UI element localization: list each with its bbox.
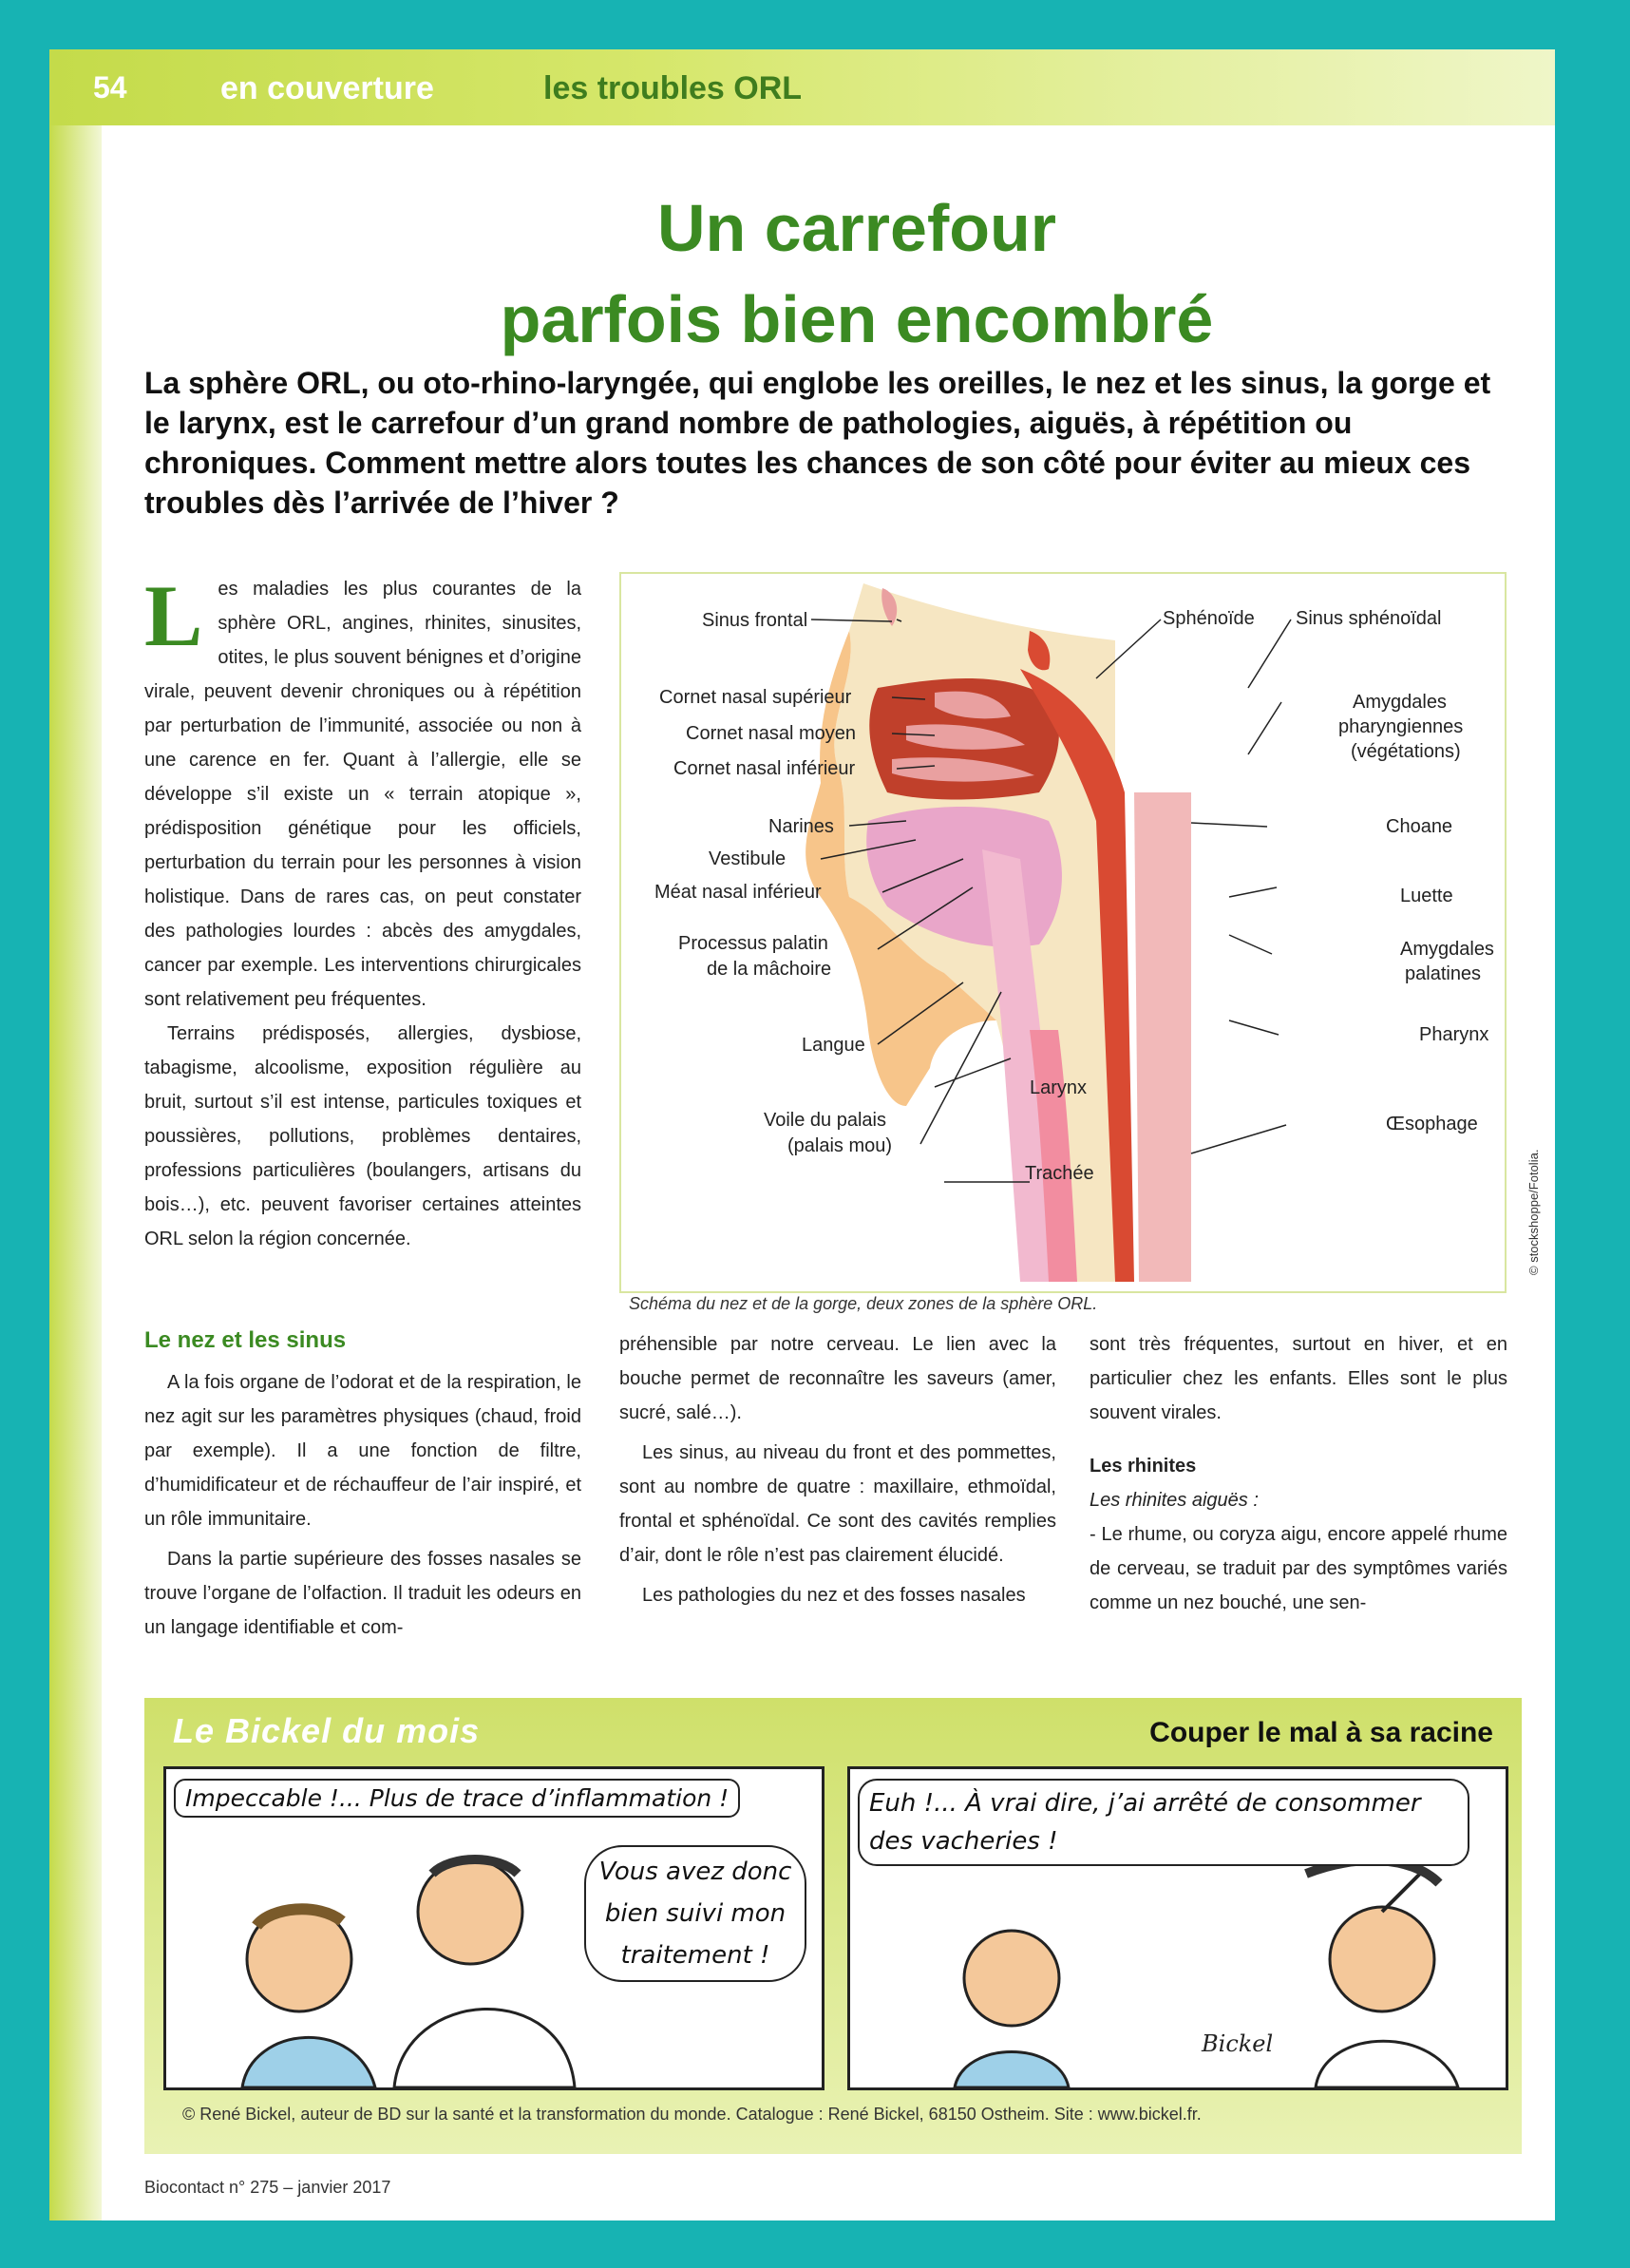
patient-head-2	[964, 1931, 1059, 2026]
photo-credit: © stockshoppe/Fotolia.	[1526, 1149, 1541, 1275]
patient-body	[242, 2037, 375, 2087]
topic-label: les troubles ORL	[543, 70, 803, 106]
label-processus-palatin-2: de la mâchoire	[707, 959, 832, 980]
label-amygdales-pharyngiennes-3: (végétations)	[1351, 741, 1461, 762]
label-cornet-inferieur: Cornet nasal inférieur	[673, 758, 856, 779]
anatomy-figure	[619, 572, 1507, 1293]
body-column-1	[144, 1365, 581, 1645]
doctor-head-2	[1330, 1907, 1434, 2011]
label-amygdales-palatines-2: palatines	[1405, 963, 1482, 984]
label-voile-du-palais-1: Voile du palais	[764, 1110, 886, 1131]
label-amygdales-pharyngiennes-2: pharyngiennes	[1338, 716, 1464, 737]
panel-1-bubble-2: Vous avez donc bien suivi mon traitement !	[584, 1845, 806, 1982]
label-luette: Luette	[1400, 886, 1453, 906]
label-sphenoide: Sphénoïde	[1163, 608, 1255, 629]
comic-title: Le Bickel du mois	[173, 1711, 481, 1750]
comic-strip	[144, 1698, 1522, 2154]
spine	[1134, 792, 1191, 1282]
label-amygdales-palatines-1: Amygdales	[1400, 939, 1494, 960]
page-footer: Biocontact n° 275 – janvier 2017	[144, 2178, 391, 2197]
label-sinus-frontal: Sinus frontal	[702, 610, 808, 631]
section-label: en couverture	[220, 70, 434, 106]
drop-cap: L	[144, 567, 203, 664]
intro-paragraph-2: Terrains prédisposés, allergies, dysbiose, tabagisme, alcoolisme, exposition régulière au bruit, surtout s’il est intense, particules toxiques et poussières, pollutions, problèmes dentaires, professions particulières (boulangers, artisans du bois…), etc. peuvent favoriser certaines atteintes ORL selon la région concernée.	[144, 1023, 581, 1249]
col3-paragraph-1: sont très fréquentes, surtout en hiver, et en particulier chez les enfants. Elles sont le plus souvent virales.	[1090, 1334, 1507, 1423]
artist-signature: Bickel	[1202, 2030, 1274, 2057]
patient-body-2	[955, 2052, 1069, 2088]
magazine-page	[49, 49, 1555, 2220]
label-sinus-sphenoidal: Sinus sphénoïdal	[1296, 608, 1442, 629]
col1-paragraph-2: Dans la partie supérieure des fosses nasales se trouve l’organe de l’olfaction. Il traduit les odeurs en un langage identifiable et com-	[144, 1549, 581, 1638]
col2-paragraph-1: préhensible par notre cerveau. Le lien avec la bouche permet de reconnaître les saveurs (amer, sucré, salé…).	[619, 1334, 1056, 1423]
label-cornet-moyen: Cornet nasal moyen	[686, 723, 856, 744]
label-larynx: Larynx	[1030, 1077, 1088, 1098]
label-narines: Narines	[768, 816, 834, 837]
label-pharynx: Pharynx	[1419, 1024, 1489, 1045]
section-heading-nez: Le nez et les sinus	[144, 1327, 347, 1353]
article-title	[287, 182, 1427, 365]
comic-credit: © René Bickel, auteur de BD sur la santé et la transformation du monde. Catalogue : René Bickel, 68150 Ostheim. Site : www.bickel.fr.	[182, 2105, 1202, 2124]
col3-heading-rhinites: Les rhinites	[1090, 1456, 1197, 1477]
comic-panel-1	[163, 1766, 824, 2090]
label-trachee: Trachée	[1025, 1163, 1094, 1184]
lede: La sphère ORL, ou oto-rhino-laryngée, qui englobe les oreilles, le nez et les sinus, la gorge et le larynx, est le carrefour d’un grand nombre de pathologies, aiguës, à répétition ou chroniques. Comment mettre alors toutes les chances de son côté pour éviter au mieux ces troubles dès l’arrivée de l’hiver ?	[144, 366, 1491, 520]
comic-subtitle: Couper le mal à sa racine	[1149, 1717, 1493, 1748]
col2-paragraph-3: Les pathologies du nez et des fosses nasales	[642, 1585, 1026, 1606]
label-choane: Choane	[1386, 816, 1453, 837]
label-vestibule: Vestibule	[709, 848, 787, 869]
figure-caption: Schéma du nez et de la gorge, deux zones de la sphère ORL.	[629, 1294, 1098, 1313]
label-langue: Langue	[802, 1035, 865, 1056]
label-meat-nasal: Méat nasal inférieur	[654, 882, 822, 903]
col2-paragraph-2: Les sinus, au niveau du front et des pommettes, sont au nombre de quatre : maxillaire, ethmoïdal, frontal et sphénoïdal. Ce sont des cavités remplies d’air, dont le rôle n’est pas clairement élucidé.	[619, 1442, 1056, 1566]
body-column-2	[619, 1327, 1056, 1612]
doctor-coat-2	[1316, 2041, 1458, 2087]
panel-1-bubble-1: Impeccable !... Plus de trace d’inflammation !	[174, 1779, 740, 1818]
body-column-3	[1090, 1327, 1507, 1620]
col3-subheading: Les rhinites aiguës :	[1090, 1490, 1259, 1511]
panel-2-bubble-1: Euh !... À vrai dire, j’ai arrêté de consommer des vacheries !	[858, 1779, 1469, 1866]
page-number: 54	[93, 70, 127, 105]
intro-text-1: es maladies les plus courantes de la sphère ORL, angines, rhinites, sinusites, otites, le plus souvent bénignes et d’origine virale, peuvent devenir chroniques ou à répétition par perturbation de l’immunité, associée ou non à une carence en fer. Quant à l’allergie, elle se développe s’il existe un « terrain atopique », prédisposition génétique pour les officiels, perturbation du terrain pour les personnes à vision holistique. Dans de rares cas, on peut constater des pathologies lourdes : abcès des amygdales, cancer par exemple. Les interventions chirurgicales sont relativement peu fréquentes.	[144, 579, 581, 1010]
label-processus-palatin-1: Processus palatin	[678, 933, 828, 954]
title-line-2: parfois bien encombré	[500, 282, 1214, 356]
left-margin-band	[49, 125, 102, 2220]
comic-panel-2	[847, 1766, 1508, 2090]
intro-paragraph-1	[144, 567, 581, 1017]
surprise-lines	[1382, 1874, 1420, 1912]
label-oesophage: Œsophage	[1386, 1114, 1478, 1134]
col1-paragraph-1: A la fois organe de l’odorat et de la respiration, le nez agit sur les paramètres physiques (chaud, froid par exemple). Il a une fonction de filtre, d’humidificateur et de réchauffeur de l’air inspiré, et un rôle immunitaire.	[144, 1372, 581, 1530]
label-voile-du-palais-2: (palais mou)	[787, 1135, 893, 1156]
label-amygdales-pharyngiennes-1: Amygdales	[1353, 692, 1447, 713]
col3-paragraph-2: - Le rhume, ou coryza aigu, encore appelé rhume de cerveau, se traduit par des symptômes variés comme un nez bouché, une sen-	[1090, 1524, 1507, 1613]
label-cornet-superieur: Cornet nasal supérieur	[659, 687, 852, 708]
intro-column	[144, 567, 581, 1256]
doctor-coat	[394, 2009, 575, 2087]
title-line-1: Un carrefour	[656, 191, 1057, 265]
